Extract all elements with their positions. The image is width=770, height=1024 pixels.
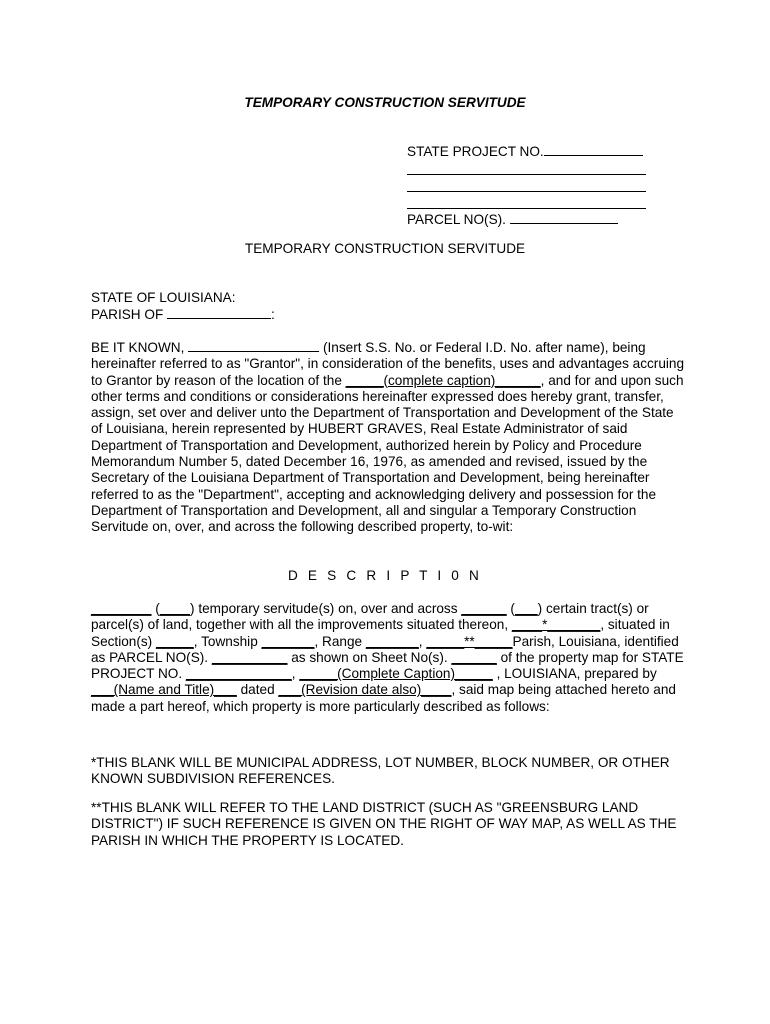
desc-text: of the property map for STATE PROJECT NO. xyxy=(91,649,684,682)
desc-text: , said map being attached hereto and made a part hereof, which property is more particularly described as follows: xyxy=(91,682,676,714)
state-project-number-blank[interactable]: ______________ xyxy=(185,666,292,682)
complete-caption-blank[interactable]: _____(complete caption)______ xyxy=(345,372,541,388)
desc-text: ) temporary servitude(s) on, over and across xyxy=(190,601,462,616)
desc-text: dated xyxy=(236,682,279,698)
desc-text: ) certain tract(s) or parcel(s) of land, together with all the improvements situated thereon, xyxy=(91,601,649,633)
section-blank[interactable]: _____ xyxy=(155,633,194,649)
grantor-name-blank[interactable] xyxy=(188,339,319,352)
desc-text: , xyxy=(291,666,300,682)
desc-text: ( xyxy=(151,601,160,616)
project-blank-line-3[interactable] xyxy=(407,194,646,209)
document-title: TEMPORARY CONSTRUCTION SERVITUDE xyxy=(244,95,526,110)
description-paragraph xyxy=(91,601,686,715)
situated-blank[interactable]: ____*_______ xyxy=(511,617,601,633)
known-body-1: (Insert S.S. No. or Federal I.D. No. after name), being hereinafter referred to as "Grantor", in consideration of the benefits, uses and advantages accruing to Grantor by reason of the location of the xyxy=(91,340,685,388)
parish-label: PARISH OF xyxy=(91,307,164,323)
known-body-2: , and for and upon such other terms and conditions or considerations hereinafter expressed does hereby grant, transfer, assign, set over and deliver unto the Department of Transportation and Development of the State of Louisiana, herein represented by HUBERT GRAVES, Real Estate Administrator of said Department of Transportation and Development, authorized herein by Policy and Procedure Memorandum Number 5, dated December 16, 1976, as amended and revised, issued by the Secretary of the Louisiana Department of Transportation and Development, being hereinafter referred to as the "Department", accepting and acknowledging delivery and possession for the Department of Transportation and Development, all and singular a Temporary Construction Servitude on, over, and across the following described property, to-wit: xyxy=(91,372,684,535)
parish-suffix: : xyxy=(271,307,275,323)
parcel-blank[interactable] xyxy=(510,211,618,224)
servitude-count-number-blank[interactable]: ____ xyxy=(159,601,191,616)
note-1-text: *THIS BLANK WILL BE MUNICIPAL ADDRESS, LOT NUMBER, BLOCK NUMBER, OR OTHER KNOWN SUBDIVISION REFERENCES. xyxy=(91,755,670,787)
name-and-title-blank[interactable]: ___(Name and Title)___ xyxy=(91,682,237,698)
description-heading: D E S C R I P T I 0 N xyxy=(287,568,483,583)
tract-count-number-blank[interactable]: ___ xyxy=(514,601,538,616)
desc-text: , xyxy=(418,633,427,649)
note-2-text: **THIS BLANK WILL REFER TO THE LAND DISTRICT (SUCH AS "GREENSBURG LAND DISTRICT") IF SUCH REFERENCE IS GIVEN ON THE RIGHT OF WAY MAP, AS WELL AS THE PARISH IN WHICH THE PROPERTY IS LOCATED. xyxy=(91,800,677,848)
known-opening: BE IT KNOWN, xyxy=(91,340,185,355)
project-blank-line-1[interactable] xyxy=(407,160,646,175)
note-municipal-address xyxy=(91,755,686,788)
venue-block xyxy=(91,290,686,324)
tract-count-words-blank[interactable]: ______ xyxy=(461,601,507,616)
project-blank-line-2[interactable] xyxy=(407,177,646,192)
parcel-line xyxy=(407,211,646,228)
servitude-count-words-blank[interactable]: ________ xyxy=(91,601,152,616)
range-blank[interactable]: _______ xyxy=(365,633,419,649)
note-land-district xyxy=(91,800,686,849)
be-it-known-paragraph xyxy=(91,339,686,536)
desc-text: , situated in Section(s) xyxy=(91,617,670,649)
parcel-number-blank[interactable]: __________ xyxy=(211,649,288,665)
desc-text: , Range xyxy=(314,633,366,649)
complete-caption-blank-2[interactable]: _____(Complete Caption)_____ xyxy=(299,666,493,682)
revision-date-blank[interactable]: ___(Revision date also)____ xyxy=(278,682,452,698)
desc-text: ( xyxy=(506,601,515,616)
desc-text: , LOUISIANA, prepared by xyxy=(492,666,657,682)
desc-text: Parish, Louisiana, identified as PARCEL NO(S). xyxy=(91,633,679,665)
project-info-block xyxy=(407,143,646,228)
state-project-blank[interactable] xyxy=(544,143,643,156)
parish-line xyxy=(91,306,686,323)
desc-text: , Township xyxy=(193,633,262,649)
desc-text: as shown on Sheet No(s). xyxy=(287,649,452,665)
state-project-label: STATE PROJECT NO. xyxy=(407,144,544,159)
parish-blank[interactable] xyxy=(167,306,271,319)
township-blank[interactable]: _______ xyxy=(261,633,315,649)
land-district-blank[interactable]: _____**_____ xyxy=(426,633,513,649)
state-line: STATE OF LOUISIANA: xyxy=(91,290,236,305)
state-project-line xyxy=(407,143,646,160)
sheet-number-blank[interactable]: ______ xyxy=(451,649,497,665)
document-subtitle: TEMPORARY CONSTRUCTION SERVITUDE xyxy=(244,241,526,256)
parcel-label: PARCEL NO(S). xyxy=(407,212,506,227)
